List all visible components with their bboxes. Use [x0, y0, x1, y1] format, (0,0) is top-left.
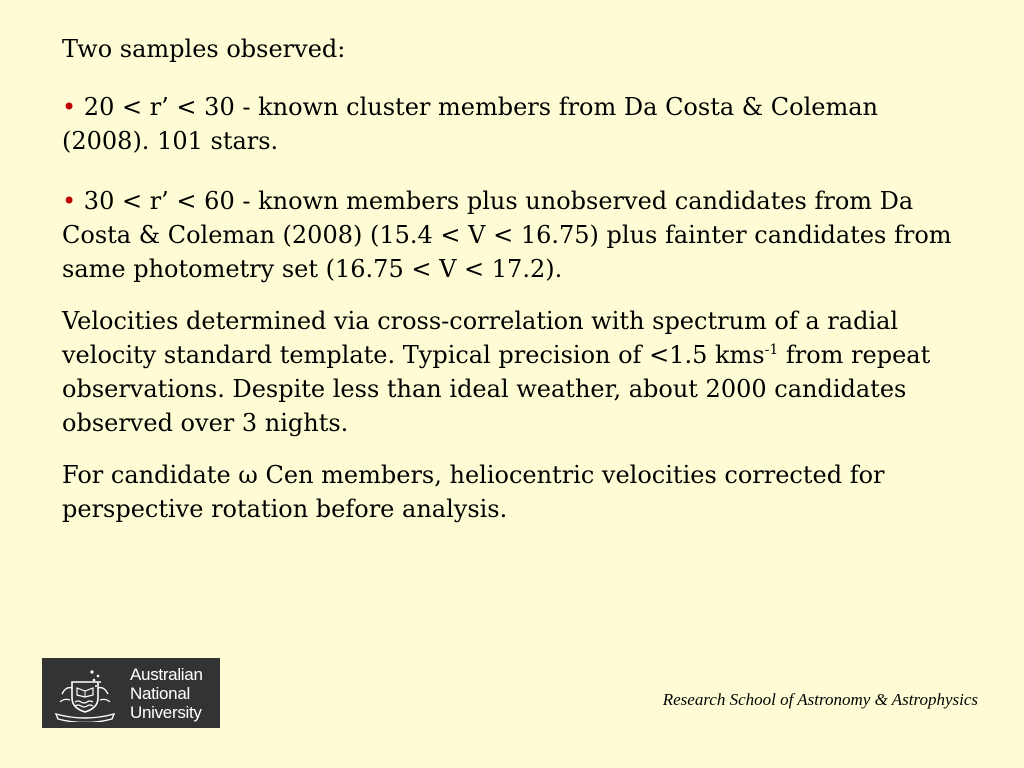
- logo-line-3: University: [130, 703, 202, 722]
- bullet-1-text: 20 < r’ < 30 - known cluster members from Da Costa & Coleman (2008). 101 stars.: [62, 93, 878, 155]
- candidates-paragraph: [62, 458, 962, 526]
- logo-wordmark: [130, 665, 203, 722]
- anu-logo: [42, 658, 220, 728]
- bullet-item-1: [62, 90, 962, 158]
- slide-content: [62, 32, 962, 544]
- candidates-text-1: For candidate: [62, 461, 239, 489]
- footer-text: Research School of Astronomy & Astrophysics: [662, 690, 978, 709]
- omega-symbol: ω: [238, 461, 258, 489]
- intro-text: Two samples observed:: [62, 35, 346, 63]
- bullet-marker: •: [62, 93, 77, 121]
- anu-crest-icon: [50, 664, 120, 722]
- velocities-superscript: -1: [764, 342, 779, 358]
- logo-line-1: Australian: [130, 665, 203, 684]
- velocities-text-2: from repeat observations. Despite less than ideal weather, about 2000 candidates observed over 3 nights.: [62, 341, 931, 437]
- bullet-item-2: [62, 184, 962, 286]
- velocities-text-1: Velocities determined via cross-correlation with spectrum of a radial velocity standard template. Typical precision of <1.5 kms: [62, 307, 899, 369]
- velocities-paragraph: [62, 304, 962, 440]
- bullet-marker: •: [62, 187, 77, 215]
- bullet-2-text: 30 < r’ < 60 - known members plus unobserved candidates from Da Costa & Coleman (2008) (15.4 < V < 16.75) plus fainter candidates from same photometry set (16.75 < V < 17.2).: [62, 187, 952, 283]
- logo-line-2: National: [130, 684, 190, 703]
- candidates-text-2: Cen members, heliocentric velocities corrected for perspective rotation before analysis.: [62, 461, 885, 523]
